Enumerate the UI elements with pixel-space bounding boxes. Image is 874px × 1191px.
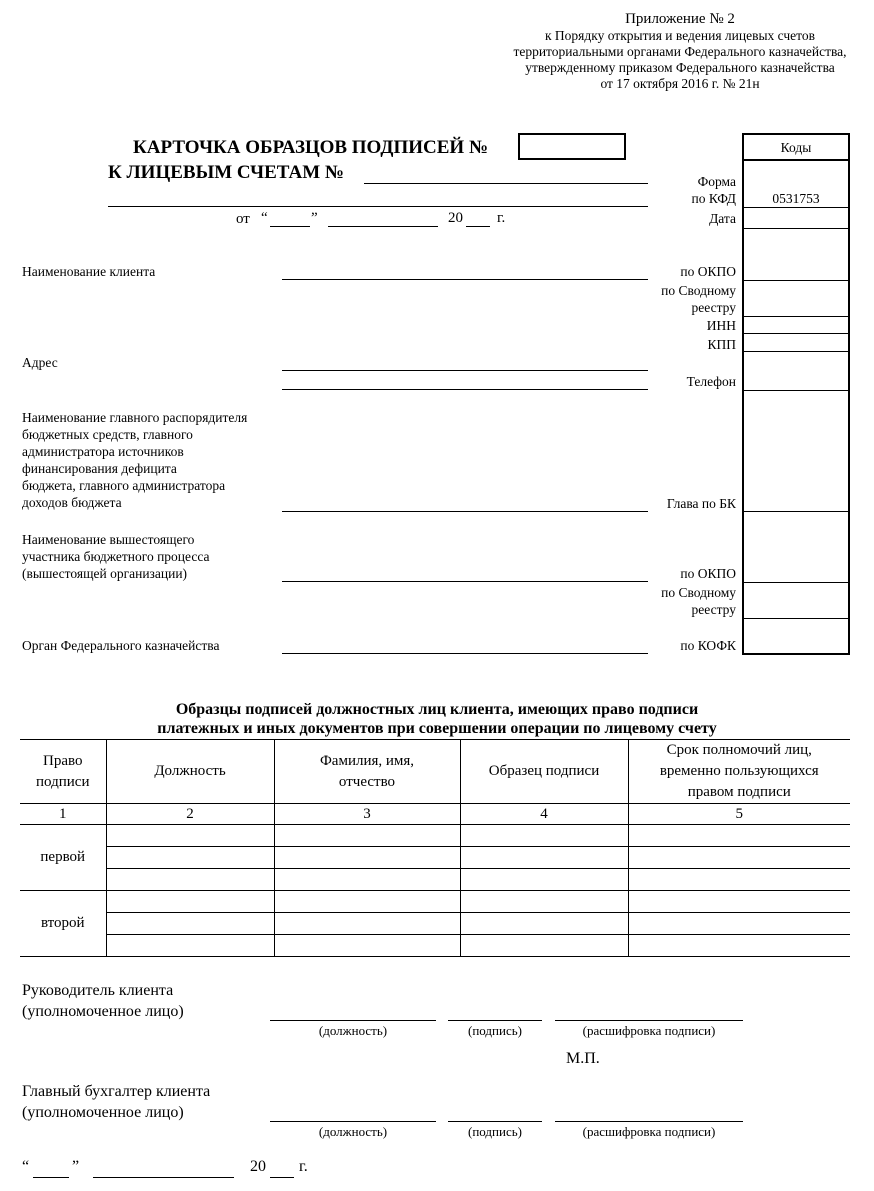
superior-label [22, 531, 210, 582]
table-cell[interactable] [628, 869, 850, 891]
table-cell[interactable] [628, 913, 850, 935]
treasury-label: Орган Федерального казначейства [22, 638, 220, 653]
table-cell[interactable] [628, 891, 850, 913]
col-header-fio-line: Фамилия, имя, [319, 752, 415, 769]
table-cell[interactable] [460, 891, 628, 913]
address-line-1[interactable] [282, 370, 648, 371]
card-number-field[interactable] [518, 133, 626, 160]
svod2-label-1: по Сводному [661, 585, 736, 600]
kofk-label: по КОФК [680, 638, 736, 653]
date-quote-open: “ [261, 210, 268, 226]
col-number: 5 [628, 804, 850, 825]
table-title-line: Образцы подписей должностных лиц клиента, имеющих право подписи [175, 701, 699, 718]
table-cell[interactable] [460, 913, 628, 935]
acc-position-caption: (должность) [318, 1124, 388, 1139]
head-signature-caption: (подпись) [468, 1023, 522, 1038]
col-header-term-line: временно пользующихся [659, 763, 819, 779]
accountant-label-line: Главный бухгалтер клиента [22, 1083, 211, 1100]
date-code-label: Дата [709, 211, 736, 226]
glava-label: Глава по БК [666, 496, 736, 511]
head-label-line: Руководитель клиента [22, 982, 174, 999]
footer-month-line[interactable] [93, 1177, 234, 1178]
client-name-label: Наименование клиента [22, 264, 156, 279]
date-row [236, 210, 250, 228]
footer-quote-close: ” [72, 1158, 80, 1175]
table-cell[interactable] [274, 847, 460, 869]
table-cell[interactable] [460, 825, 628, 847]
col-header-term-line: Срок полномочий лиц, [666, 742, 812, 758]
footer-year: 20 [250, 1158, 266, 1175]
acc-signature-caption: (подпись) [468, 1124, 522, 1139]
col-header-right-line: Право [43, 752, 83, 769]
date-quote-close: ” [311, 210, 318, 226]
table-cell[interactable] [460, 847, 628, 869]
address-line-2[interactable] [282, 389, 648, 390]
acc-decode-caption: (расшифровка подписи) [582, 1124, 716, 1139]
col-header-fio [274, 740, 460, 804]
address-label: Адрес [22, 355, 58, 370]
table-cell[interactable] [106, 825, 274, 847]
grbs-label-line: Наименование главного распорядителя [22, 410, 248, 425]
svod-label-2: реестру [691, 300, 736, 315]
signatures-table [20, 739, 850, 957]
table-cell[interactable] [628, 935, 850, 957]
table-cell[interactable] [274, 891, 460, 913]
client-name-line[interactable] [282, 279, 648, 280]
superior-label-line: (вышестоящей организации) [22, 566, 188, 581]
grbs-label-line: доходов бюджета [22, 495, 122, 510]
acc-signature-line[interactable] [448, 1121, 542, 1122]
grbs-line[interactable] [282, 511, 648, 512]
table-cell[interactable] [274, 869, 460, 891]
head-decode-line[interactable] [555, 1020, 743, 1021]
form-label: Форма [697, 174, 736, 189]
head-label [22, 980, 184, 1022]
kpp-label: КПП [707, 337, 736, 352]
table-cell[interactable] [628, 847, 850, 869]
table-title-line: платежных и иных документов при совершении операции по лицевому счету [157, 720, 717, 737]
footer-year-suffix: г. [299, 1158, 308, 1175]
col-header-right [20, 740, 106, 804]
superior-line[interactable] [282, 581, 648, 582]
date-from-label: от [236, 211, 250, 227]
table-cell[interactable] [628, 825, 850, 847]
grbs-label-line: финансирования дефицита [22, 461, 177, 476]
codes-header: Коды [780, 140, 812, 155]
col-number: 2 [106, 804, 274, 825]
table-cell[interactable] [106, 935, 274, 957]
acc-position-line[interactable] [270, 1121, 436, 1122]
svod-label-1: по Сводному [661, 283, 736, 298]
grbs-label-line: бюджетных средств, главного [22, 427, 193, 442]
col-number: 4 [460, 804, 628, 825]
col-header-term-line: правом подписи [687, 784, 791, 800]
accountant-label-line: (уполномоченное лицо) [22, 1104, 184, 1121]
table-title [0, 700, 874, 738]
appendix-line: к Порядку открытия и ведения лицевых счетов [544, 28, 815, 43]
treasury-line[interactable] [282, 653, 648, 654]
appendix-line: от 17 октября 2016 г. № 21н [600, 76, 760, 91]
superior-label-line: Наименование вышестоящего [22, 532, 195, 547]
col-number: 1 [20, 804, 106, 825]
footer-day-line[interactable] [33, 1177, 69, 1178]
table-cell[interactable] [106, 847, 274, 869]
card-title: КАРТОЧКА ОБРАЗЦОВ ПОДПИСЕЙ № [133, 137, 489, 158]
date-month-line[interactable] [328, 226, 438, 227]
superior-label-line: участника бюджетного процесса [22, 549, 210, 564]
date-year-label: 20 [448, 210, 463, 226]
inn-label: ИНН [706, 318, 736, 333]
stamp-place: М.П. [566, 1050, 600, 1067]
appendix-line: территориальными органами Федерального казначейства, [513, 44, 847, 59]
account-number-line-2[interactable] [108, 206, 648, 207]
okpo-label: по ОКПО [680, 264, 736, 279]
account-number-line[interactable] [364, 183, 648, 184]
appendix-title: Приложение № 2 [625, 11, 735, 27]
acc-decode-line[interactable] [555, 1121, 743, 1122]
svod2-label-2: реестру [691, 602, 736, 617]
col-header-term [628, 740, 850, 804]
footer-year-line[interactable] [270, 1177, 294, 1178]
col-number: 3 [274, 804, 460, 825]
table-cell[interactable] [274, 825, 460, 847]
accounts-title: К ЛИЦЕВЫМ СЧЕТАМ № [108, 162, 345, 183]
table-cell[interactable] [106, 869, 274, 891]
kfd-label: по КФД [691, 191, 736, 206]
grbs-label-line: администратора источников [22, 444, 184, 459]
head-label-line: (уполномоченное лицо) [22, 1003, 184, 1020]
appendix-block [480, 10, 874, 92]
table-cell[interactable] [460, 869, 628, 891]
accountant-label [22, 1081, 210, 1123]
head-position-line[interactable] [270, 1020, 436, 1021]
phone-label: Телефон [686, 374, 736, 389]
col-header-right-line: подписи [36, 773, 90, 790]
head-position-caption: (должность) [318, 1023, 388, 1038]
footer-quote-open: “ [22, 1158, 30, 1175]
row-second-label: второй [20, 891, 106, 957]
table-cell[interactable] [106, 913, 274, 935]
table-cell[interactable] [106, 891, 274, 913]
head-decode-caption: (расшифровка подписи) [582, 1023, 716, 1038]
col-header-sample: Образец подписи [460, 740, 628, 804]
col-header-position: Должность [106, 740, 274, 804]
appendix-line: утвержденному приказом Федерального казначейства [525, 60, 835, 75]
okpo2-label: по ОКПО [680, 566, 736, 581]
col-header-fio-line: отчество [338, 773, 396, 790]
table-cell[interactable] [274, 935, 460, 957]
table-cell[interactable] [274, 913, 460, 935]
date-day-line[interactable] [270, 226, 310, 227]
row-first-label: первой [20, 825, 106, 891]
codes-table [742, 133, 850, 655]
date-year-line[interactable] [466, 226, 490, 227]
grbs-label [22, 409, 247, 511]
date-year-suffix: г. [497, 210, 506, 226]
kfd-code-value: 0531753 [772, 191, 820, 206]
head-signature-line[interactable] [448, 1020, 542, 1021]
grbs-label-line: бюджета, главного администратора [22, 478, 226, 493]
table-cell[interactable] [460, 935, 628, 957]
